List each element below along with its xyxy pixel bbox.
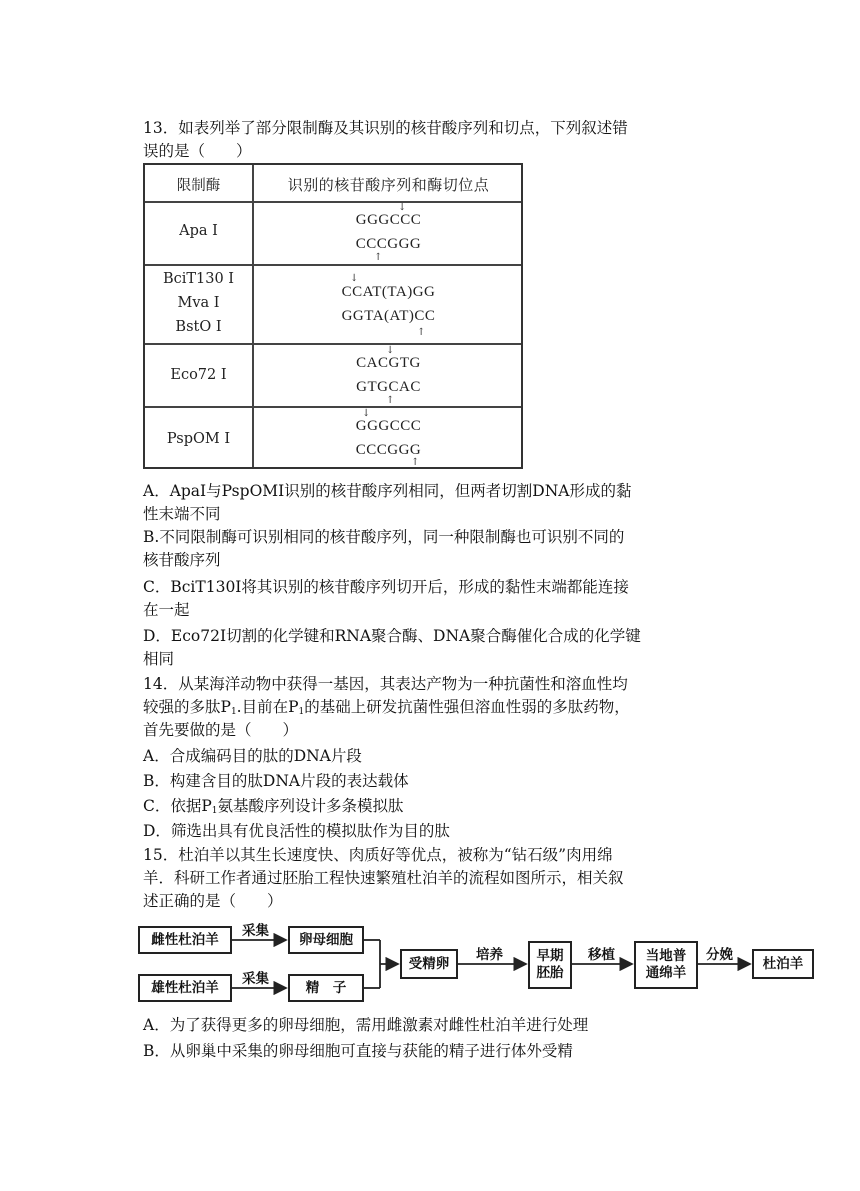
q13-stem-line2: 误的是（ ） [143,142,252,160]
sequence-bottom: CCCGGG [355,442,422,458]
oocyte-box: 卵母细胞 [288,926,364,954]
collect-label: 采集 [242,971,269,987]
q13-option-b-cont: 核苷酸序列 [143,551,221,569]
sequence-top: CCAT(TA)GG [341,284,436,300]
cut-arrow-up-icon: ↑ [386,395,395,406]
q13-option-b: B.不同限制酶可识别相同的核苷酸序列，同一种限制酶也可识别不同的 [143,528,625,546]
cut-arrow-down-icon: ↓ [398,202,407,213]
enzyme-name: Apa Ⅰ [179,223,218,239]
sequence-bottom: GGTA(AT)CC [341,308,436,324]
cut-arrow-down-icon: ↓ [386,345,395,356]
birth-label: 分娩 [706,947,733,963]
q14-option-c: C．依据$P_1$氨基酸序列设计多条模拟肽 [143,797,404,816]
q13-stem-line1: 13．如表列举了部分限制酶及其识别的核苷酸序列和切点，下列叙述错 [143,119,628,137]
q14-stem-line3: 首先要做的是（ ） [143,721,299,739]
cut-arrow-down-icon: ↓ [350,273,359,284]
q15-stem-line2: 羊．科研工作者通过胚胎工程快速繁殖杜泊羊的流程如图所示，相关叙 [143,869,624,887]
early-embryo-box: 早期胚胎 [528,941,572,989]
sequence-top: CACGTG [356,355,421,371]
q13-option-a-cont: 性末端不同 [143,505,221,523]
female-dorper-sheep-box: 雌性杜泊羊 [138,926,232,954]
sequence-top: GGGCCC [355,212,422,228]
collect-label: 采集 [242,923,269,939]
sperm-box: 精 子 [288,974,364,1002]
zygote-box: 受精卵 [400,949,458,979]
sequence-top: GGGCCC [355,418,422,434]
cut-arrow-up-icon: ↑ [411,457,420,468]
enzyme-name: Mva Ⅰ [177,295,220,311]
enzyme-table [143,163,523,469]
q14-option-b: B．构建含目的肽DNA片段的表达载体 [143,772,409,790]
q14-stem-line1: 14．从某海洋动物中获得一基因，其表达产物为一种抗菌性和溶血性均 [143,675,628,693]
q14-option-a: A．合成编码目的肽的DNA片段 [143,747,362,765]
enzyme-name: BciT130 Ⅰ [162,271,235,287]
q13-option-c: C．BciT130Ⅰ将其识别的核苷酸序列切开后，形成的黏性末端都能连接 [143,578,629,596]
q13-option-d: D．Eco72Ⅰ切割的化学键和RNA聚合酶、DNA聚合酶催化合成的化学键 [143,627,641,645]
cut-arrow-down-icon: ↓ [362,408,371,419]
table-header-sequence: 识别的核苷酸序列和酶切位点 [287,178,490,194]
recipient-sheep-box: 当地普通绵羊 [634,941,698,989]
q15-option-a: A．为了获得更多的卵母细胞，需用雌激素对雌性杜泊羊进行处理 [143,1016,589,1034]
q15-stem-line3: 述正确的是（ ） [143,892,283,910]
q13-option-d-cont: 相同 [143,650,175,668]
culture-label: 培养 [476,947,503,963]
enzyme-name: PspOM Ⅰ [166,431,231,447]
q13-option-c-cont: 在一起 [143,601,190,619]
q14-option-d: D．筛选出具有优良活性的模拟肽作为目的肽 [143,822,450,840]
cut-arrow-up-icon: ↑ [417,327,426,338]
transfer-label: 移植 [588,947,615,963]
offspring-box: 杜泊羊 [752,949,814,979]
cut-arrow-up-icon: ↑ [374,252,383,263]
table-header-enzyme: 限制酶 [176,178,221,194]
sequence-bottom: GTGCAC [356,379,421,395]
male-dorper-sheep-box: 雄性杜泊羊 [138,974,232,1002]
q13-option-a: A．ApaⅠ与PspOMⅠ识别的核苷酸序列相同，但两者切割DNA形成的黏 [143,482,632,500]
q15-stem-line1: 15．杜泊羊以其生长速度快、肉质好等优点，被称为“钻石级”肉用绵 [143,846,613,864]
enzyme-name: Eco72 Ⅰ [170,367,227,383]
sequence-bottom: CCCGGG [355,236,422,252]
q14-stem-line2: 较强的多肽$P_1$.目前在$P_1$的基础上研发抗菌性强但溶血性弱的多肽药物， [143,698,630,717]
q15-option-b: B．从卵巢中采集的卵母细胞可直接与获能的精子进行体外受精 [143,1042,573,1060]
embryo-engineering-flow-diagram [136,917,816,1005]
enzyme-name: BstO Ⅰ [175,319,222,335]
